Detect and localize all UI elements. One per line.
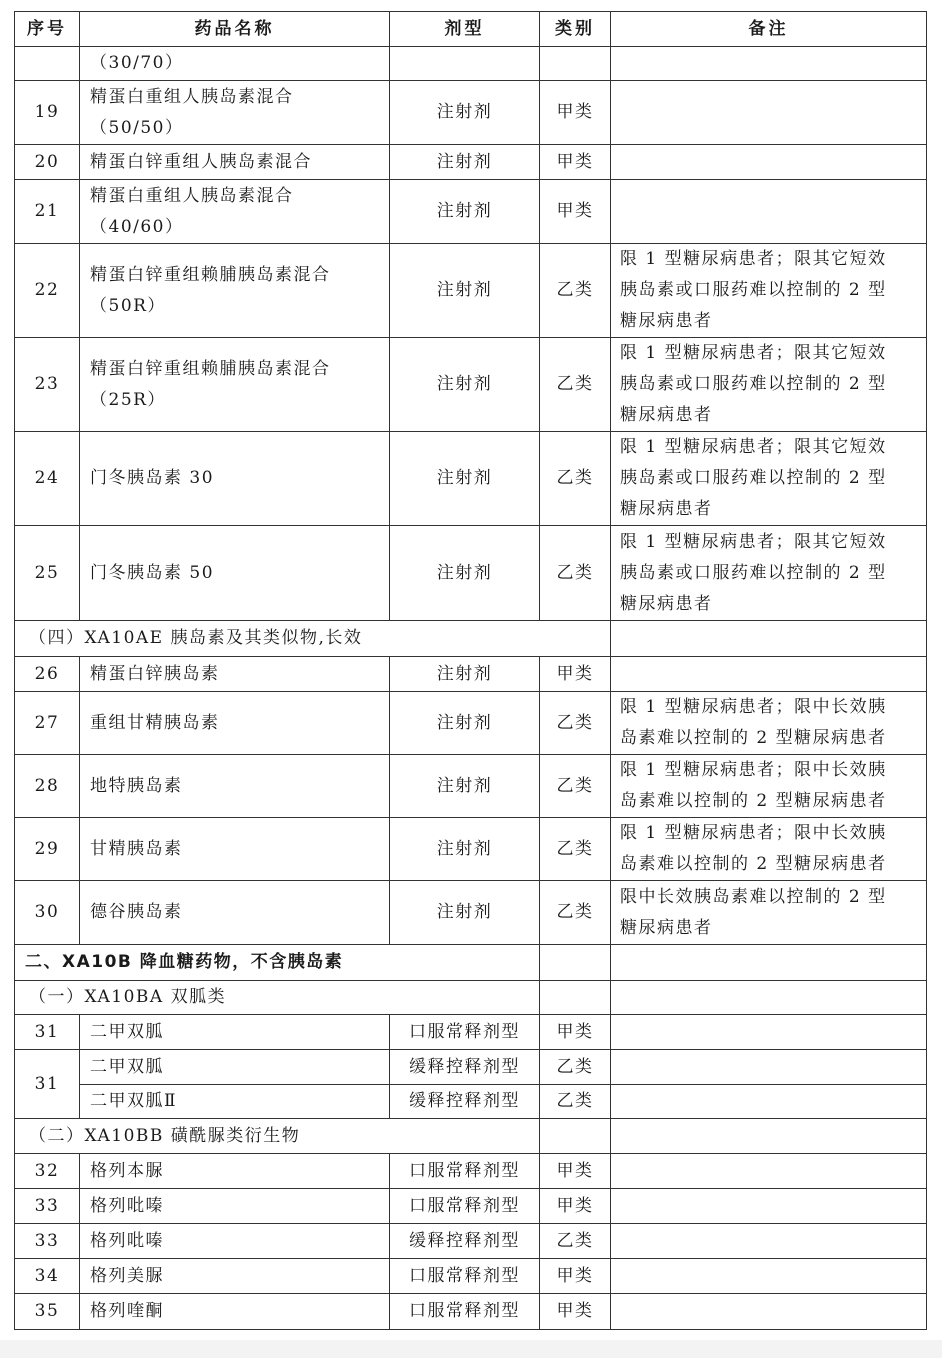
table-row xyxy=(15,1294,927,1330)
cell-name: 精蛋白锌重组赖脯胰岛素混合 （25R） xyxy=(80,338,390,432)
cell-category: 乙类 xyxy=(540,338,611,432)
cell-note xyxy=(611,145,927,180)
section-2-1-title: （一）XA10BA 双胍类 xyxy=(15,981,540,1015)
cell-category: 甲类 xyxy=(540,1154,611,1189)
cell-no: 19 xyxy=(15,81,80,145)
table-row xyxy=(15,145,927,180)
table-row xyxy=(15,1015,927,1050)
table-row xyxy=(15,180,927,244)
cell-note xyxy=(611,180,927,244)
cell-no: 31 xyxy=(15,1050,80,1119)
cell-no xyxy=(15,47,80,81)
cell-name: 重组甘精胰岛素 xyxy=(80,692,390,755)
section-row xyxy=(15,981,927,1015)
cell-no: 34 xyxy=(15,1259,80,1294)
cell-no: 27 xyxy=(15,692,80,755)
cell-name: （30/70） xyxy=(80,47,390,81)
cell-category: 乙类 xyxy=(540,432,611,526)
cell-name: 甘精胰岛素 xyxy=(80,818,390,881)
cell-form: 注射剂 xyxy=(390,338,540,432)
cell-name: 二甲双胍Ⅱ xyxy=(80,1085,390,1119)
cell-note: 限 1 型糖尿病患者；限其它短效 胰岛素或口服药难以控制的 2 型 糖尿病患者 xyxy=(611,338,927,432)
cell-note: 限 1 型糖尿病患者；限其它短效 胰岛素或口服药难以控制的 2 型 糖尿病患者 xyxy=(611,526,927,621)
cell-form: 注射剂 xyxy=(390,81,540,145)
table-row xyxy=(15,1224,927,1259)
cell-category: 乙类 xyxy=(540,755,611,818)
cell-form xyxy=(390,47,540,81)
table-row xyxy=(15,244,927,338)
cell-no: 28 xyxy=(15,755,80,818)
cell-name: 二甲双胍 xyxy=(80,1050,390,1085)
cell-category xyxy=(540,1119,611,1154)
cell-category: 乙类 xyxy=(540,692,611,755)
cell-category: 乙类 xyxy=(540,881,611,945)
cell-category: 乙类 xyxy=(540,244,611,338)
table-row xyxy=(15,1189,927,1224)
cell-no: 31 xyxy=(15,1015,80,1050)
cell-no: 25 xyxy=(15,526,80,621)
table-row xyxy=(15,1050,927,1085)
cell-note: 限 1 型糖尿病患者；限中长效胰 岛素难以控制的 2 型糖尿病患者 xyxy=(611,818,927,881)
cell-category: 乙类 xyxy=(540,1224,611,1259)
cell-no: 24 xyxy=(15,432,80,526)
cell-category: 乙类 xyxy=(540,818,611,881)
header-category: 类别 xyxy=(540,12,611,47)
table-row xyxy=(15,692,927,755)
table-row xyxy=(15,81,927,145)
cell-form: 缓释控释剂型 xyxy=(390,1224,540,1259)
cell-no: 23 xyxy=(15,338,80,432)
cell-category: 甲类 xyxy=(540,81,611,145)
cell-category: 甲类 xyxy=(540,1259,611,1294)
cell-form: 缓释控释剂型 xyxy=(390,1050,540,1085)
table-row xyxy=(15,1154,927,1189)
cell-name: 德谷胰岛素 xyxy=(80,881,390,945)
cell-category: 甲类 xyxy=(540,1294,611,1330)
cell-category xyxy=(540,981,611,1015)
cell-note xyxy=(611,981,927,1015)
header-no: 序号 xyxy=(15,12,80,47)
table-row xyxy=(15,657,927,692)
cell-name: 格列吡嗪 xyxy=(80,1224,390,1259)
cell-form: 注射剂 xyxy=(390,818,540,881)
cell-note xyxy=(611,1294,927,1330)
cell-category: 乙类 xyxy=(540,1085,611,1119)
cell-note: 限 1 型糖尿病患者；限其它短效 胰岛素或口服药难以控制的 2 型 糖尿病患者 xyxy=(611,432,927,526)
cell-name: 精蛋白锌胰岛素 xyxy=(80,657,390,692)
cell-form: 口服常释剂型 xyxy=(390,1294,540,1330)
cell-no: 32 xyxy=(15,1154,80,1189)
cell-no: 33 xyxy=(15,1224,80,1259)
cell-name: 精蛋白锌重组赖脯胰岛素混合 （50R） xyxy=(80,244,390,338)
cell-category: 乙类 xyxy=(540,1050,611,1085)
cell-form: 注射剂 xyxy=(390,145,540,180)
cell-no: 33 xyxy=(15,1189,80,1224)
cell-note: 限 1 型糖尿病患者；限中长效胰 岛素难以控制的 2 型糖尿病患者 xyxy=(611,692,927,755)
section-2-2-title: （二）XA10BB 磺酰脲类衍生物 xyxy=(15,1119,540,1154)
section-row xyxy=(15,621,927,657)
table-row xyxy=(15,432,927,526)
cell-no: 20 xyxy=(15,145,80,180)
cell-note xyxy=(611,81,927,145)
cell-form: 注射剂 xyxy=(390,180,540,244)
table-row xyxy=(15,338,927,432)
cell-no: 29 xyxy=(15,818,80,881)
cell-note xyxy=(611,1085,927,1119)
cell-note xyxy=(611,657,927,692)
table-row xyxy=(15,526,927,621)
section-4-title: （四）XA10AE 胰岛素及其类似物,长效 xyxy=(15,621,611,657)
cell-name: 门冬胰岛素 30 xyxy=(80,432,390,526)
cell-category: 甲类 xyxy=(540,1189,611,1224)
cell-form: 注射剂 xyxy=(390,755,540,818)
cell-form: 口服常释剂型 xyxy=(390,1154,540,1189)
cell-name: 格列吡嗪 xyxy=(80,1189,390,1224)
cell-no: 21 xyxy=(15,180,80,244)
header-name: 药品名称 xyxy=(80,12,390,47)
table-row xyxy=(15,881,927,945)
cell-category: 甲类 xyxy=(540,145,611,180)
cell-form: 口服常释剂型 xyxy=(390,1189,540,1224)
table-row xyxy=(15,755,927,818)
header-form: 剂型 xyxy=(390,12,540,47)
cell-name: 格列美脲 xyxy=(80,1259,390,1294)
cell-note xyxy=(611,1259,927,1294)
section-row xyxy=(15,945,927,981)
cell-name: 地特胰岛素 xyxy=(80,755,390,818)
cell-form: 注射剂 xyxy=(390,692,540,755)
cell-category xyxy=(540,945,611,981)
cell-no: 35 xyxy=(15,1294,80,1330)
cell-no: 26 xyxy=(15,657,80,692)
table-header-row xyxy=(15,12,927,47)
cell-name: 精蛋白锌重组人胰岛素混合 xyxy=(80,145,390,180)
cell-name: 门冬胰岛素 50 xyxy=(80,526,390,621)
cell-note xyxy=(611,1189,927,1224)
cell-name: 格列喹酮 xyxy=(80,1294,390,1330)
cell-form: 注射剂 xyxy=(390,881,540,945)
table-row xyxy=(15,1259,927,1294)
cell-category: 甲类 xyxy=(540,1015,611,1050)
cell-form: 注射剂 xyxy=(390,244,540,338)
cell-no: 22 xyxy=(15,244,80,338)
page-bottom-margin xyxy=(0,1340,942,1358)
section-2-title: 二、XA10B 降血糖药物，不含胰岛素 xyxy=(15,945,540,981)
cell-note xyxy=(611,1119,927,1154)
cell-note: 限 1 型糖尿病患者；限其它短效 胰岛素或口服药难以控制的 2 型 糖尿病患者 xyxy=(611,244,927,338)
table-row xyxy=(15,818,927,881)
cell-note xyxy=(611,621,927,657)
cell-name: 精蛋白重组人胰岛素混合 （40/60） xyxy=(80,180,390,244)
cell-note xyxy=(611,1050,927,1085)
cell-form: 注射剂 xyxy=(390,526,540,621)
header-note: 备注 xyxy=(611,12,927,47)
cell-category: 乙类 xyxy=(540,526,611,621)
cell-note xyxy=(611,1224,927,1259)
table-row xyxy=(15,1085,927,1119)
cell-note xyxy=(611,47,927,81)
cell-form: 注射剂 xyxy=(390,657,540,692)
cell-note xyxy=(611,1154,927,1189)
table-row xyxy=(15,47,927,81)
cell-category: 甲类 xyxy=(540,657,611,692)
cell-note xyxy=(611,1015,927,1050)
cell-category xyxy=(540,47,611,81)
cell-form: 口服常释剂型 xyxy=(390,1259,540,1294)
cell-form: 口服常释剂型 xyxy=(390,1015,540,1050)
cell-note: 限 1 型糖尿病患者；限中长效胰 岛素难以控制的 2 型糖尿病患者 xyxy=(611,755,927,818)
section-row xyxy=(15,1119,927,1154)
cell-name: 二甲双胍 xyxy=(80,1015,390,1050)
cell-name: 格列本脲 xyxy=(80,1154,390,1189)
cell-name: 精蛋白重组人胰岛素混合 （50/50） xyxy=(80,81,390,145)
cell-form: 注射剂 xyxy=(390,432,540,526)
drug-catalog-table xyxy=(14,11,927,1330)
cell-note: 限中长效胰岛素难以控制的 2 型 糖尿病患者 xyxy=(611,881,927,945)
cell-form: 缓释控释剂型 xyxy=(390,1085,540,1119)
cell-note xyxy=(611,945,927,981)
cell-no: 30 xyxy=(15,881,80,945)
cell-category: 甲类 xyxy=(540,180,611,244)
